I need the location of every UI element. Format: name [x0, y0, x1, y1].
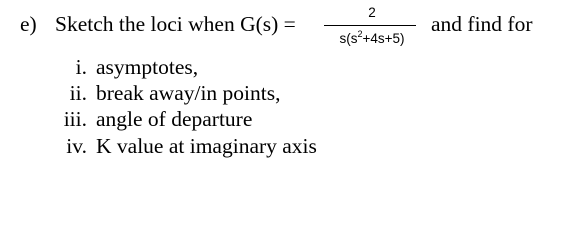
item-text: K value at imaginary axis	[96, 134, 317, 158]
question-label: e)	[20, 12, 37, 36]
question-lead-text: Sketch the loci when G(s) =	[55, 12, 296, 36]
denominator-post: +4s+5)	[362, 31, 405, 46]
item-number: i.	[75, 55, 87, 79]
item-text: asymptotes,	[96, 55, 199, 79]
item-text: break away/in points,	[96, 81, 281, 105]
fraction-numerator: 2	[368, 5, 376, 20]
item-text: angle of departure	[96, 107, 253, 131]
question-tail-text: and find for	[431, 12, 533, 36]
item-number: iv.	[66, 134, 87, 158]
denominator-exponent: 2	[357, 28, 363, 39]
fraction-denominator	[322, 30, 422, 47]
denominator-pre: s(s	[339, 31, 358, 46]
item-number: iii.	[63, 107, 87, 131]
fraction-bar	[324, 25, 416, 26]
item-number: ii.	[69, 81, 87, 105]
